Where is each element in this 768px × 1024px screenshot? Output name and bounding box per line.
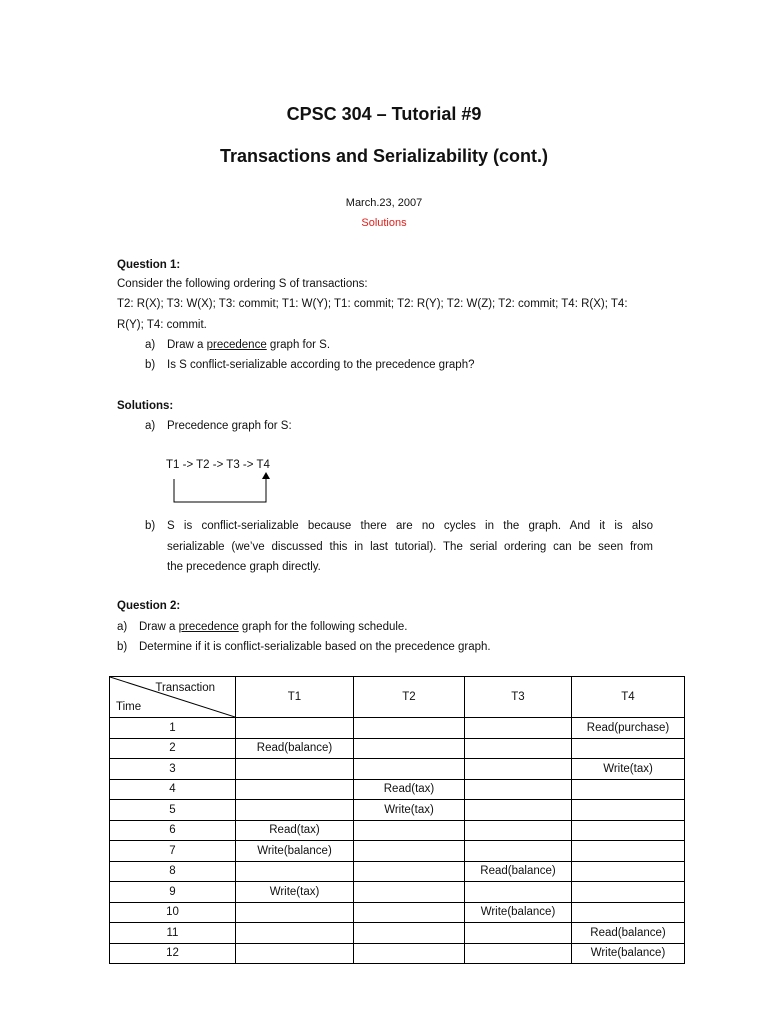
doc-subtitle: Transactions and Serializability (cont.) [219, 146, 549, 166]
operation-cell [572, 779, 685, 800]
operation-cell [354, 902, 465, 923]
time-cell: 1 [110, 718, 236, 739]
operation-cell: Write(balance) [236, 841, 354, 862]
solutions-tag: Solutions [361, 217, 407, 229]
time-cell: 12 [110, 943, 236, 964]
table-row [110, 738, 685, 759]
table-row [110, 902, 685, 923]
operation-cell [572, 800, 685, 821]
operation-cell [572, 841, 685, 862]
operation-cell [572, 861, 685, 882]
schedule-table [109, 676, 685, 964]
operation-cell [465, 943, 572, 964]
operation-cell [354, 738, 465, 759]
operation-cell [236, 902, 354, 923]
column-header: T3 [465, 677, 572, 718]
q2-b-marker: b) [117, 641, 128, 653]
q1-ordering-line2: R(Y); T4: commit. [117, 319, 207, 331]
time-cell: 9 [110, 882, 236, 903]
operation-cell [354, 718, 465, 739]
table-row [110, 841, 685, 862]
operation-cell [572, 820, 685, 841]
table-row [110, 800, 685, 821]
operation-cell: Read(tax) [236, 820, 354, 841]
operation-cell [572, 882, 685, 903]
q1-intro: Consider the following ordering S of transactions: [117, 278, 368, 290]
operation-cell [465, 923, 572, 944]
operation-cell [354, 943, 465, 964]
doc-date: March.23, 2007 [345, 197, 423, 209]
operation-cell [354, 820, 465, 841]
precedence-term: precedence [178, 621, 239, 633]
q1-ordering-line1: T2: R(X); T3: W(X); T3: commit; T1: W(Y); T1: commit; T2: R(Y); T2: W(Z); T2: commit; T4: R(X); T4: [117, 298, 628, 310]
table-header-row [110, 677, 685, 718]
operation-cell [465, 718, 572, 739]
graph-chain-label: T1 -> T2 -> T3 -> T4 [166, 459, 270, 471]
time-cell: 3 [110, 759, 236, 780]
time-cell: 4 [110, 779, 236, 800]
operation-cell [465, 820, 572, 841]
column-header: T4 [572, 677, 685, 718]
operation-cell: Write(tax) [354, 800, 465, 821]
operation-cell [465, 800, 572, 821]
operation-cell [465, 882, 572, 903]
table-row [110, 882, 685, 903]
operation-cell [572, 902, 685, 923]
sol-b-line1: S is conflict-serializable because there are no cycles in the graph. And it is also [167, 520, 653, 532]
operation-cell: Write(balance) [465, 902, 572, 923]
doc-title: CPSC 304 – Tutorial #9 [286, 104, 482, 124]
column-header: T2 [354, 677, 465, 718]
corner-header-cell [110, 677, 236, 718]
table-row [110, 718, 685, 739]
operation-cell: Write(tax) [236, 882, 354, 903]
operation-cell [236, 800, 354, 821]
operation-cell [354, 841, 465, 862]
operation-cell: Read(balance) [572, 923, 685, 944]
q2-a-marker: a) [117, 621, 128, 633]
q2-b-text: Determine if it is conflict-serializable based on the precedence graph. [139, 641, 491, 653]
sol-b-marker: b) [145, 520, 156, 532]
q1-a-text: Draw a precedence graph for S. [167, 339, 331, 351]
operation-cell [236, 779, 354, 800]
table-row [110, 861, 685, 882]
back-edge-arrow [164, 455, 284, 507]
operation-cell: Write(tax) [572, 759, 685, 780]
time-cell: 11 [110, 923, 236, 944]
time-cell: 6 [110, 820, 236, 841]
q1-a-marker: a) [145, 339, 156, 351]
operation-cell [236, 861, 354, 882]
table-row [110, 779, 685, 800]
sol-b-line2: serializable (we’ve discussed this in last tutorial). The serial ordering can be seen from [167, 541, 653, 553]
operation-cell: Read(tax) [354, 779, 465, 800]
sol-a-text: Precedence graph for S: [167, 420, 292, 432]
operation-cell [236, 718, 354, 739]
q2-heading: Question 2: [117, 600, 181, 612]
time-cell: 8 [110, 861, 236, 882]
operation-cell [236, 923, 354, 944]
table-row [110, 759, 685, 780]
table-row [110, 820, 685, 841]
operation-cell: Read(purchase) [572, 718, 685, 739]
table-row [110, 943, 685, 964]
operation-cell [465, 759, 572, 780]
solutions-heading: Solutions: [117, 400, 174, 412]
table-row [110, 923, 685, 944]
q2-a-text: Draw a precedence graph for the following schedule. [139, 621, 408, 633]
operation-cell [572, 738, 685, 759]
q1-heading: Question 1: [117, 259, 181, 271]
operation-cell: Read(balance) [465, 861, 572, 882]
operation-cell [465, 841, 572, 862]
operation-cell [354, 759, 465, 780]
precedence-term: precedence [206, 339, 267, 351]
precedence-graph [164, 455, 284, 507]
corner-label-time: Time [116, 701, 142, 713]
time-cell: 2 [110, 738, 236, 759]
corner-label-transaction: Transaction [155, 682, 215, 694]
sol-b-line3: the precedence graph directly. [167, 561, 321, 573]
operation-cell [236, 759, 354, 780]
q1-b-marker: b) [145, 359, 156, 371]
time-cell: 5 [110, 800, 236, 821]
column-header: T1 [236, 677, 354, 718]
operation-cell: Write(balance) [572, 943, 685, 964]
time-cell: 7 [110, 841, 236, 862]
q1-b-text: Is S conflict-serializable according to the precedence graph? [167, 359, 475, 371]
operation-cell [465, 738, 572, 759]
operation-cell [354, 923, 465, 944]
operation-cell: Read(balance) [236, 738, 354, 759]
operation-cell [236, 943, 354, 964]
operation-cell [465, 779, 572, 800]
operation-cell [354, 882, 465, 903]
operation-cell [354, 861, 465, 882]
time-cell: 10 [110, 902, 236, 923]
sol-a-marker: a) [145, 420, 156, 432]
